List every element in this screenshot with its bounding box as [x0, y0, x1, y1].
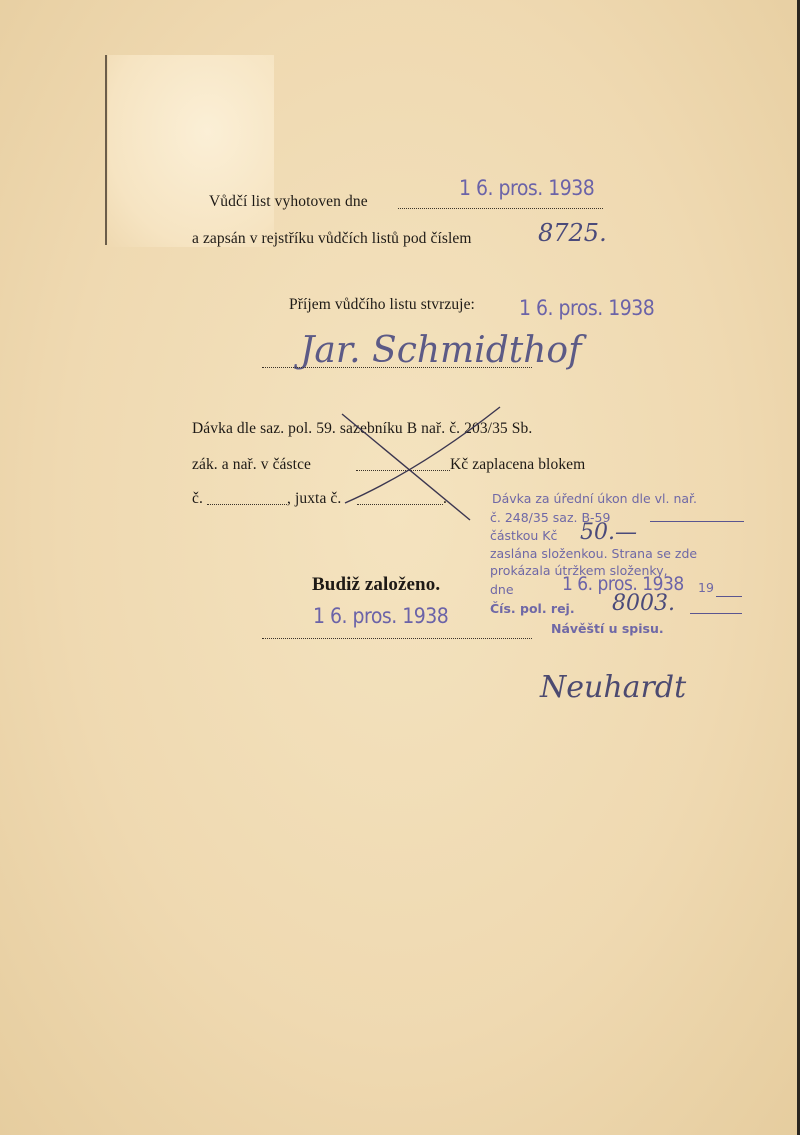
- fee-stamp-line-7-rule: [690, 613, 742, 614]
- filing-date-stamp: 1 6. pros. 1938: [313, 604, 449, 628]
- fee-stamp-amount: 50.—: [580, 520, 637, 545]
- fee-line-3-c: .: [443, 490, 447, 507]
- fee-stamp-line-7: Čís. pol. rej.: [490, 601, 575, 616]
- register-number: 8725.: [538, 219, 607, 247]
- fee-line-2-a: zák. a nař. v částce: [192, 456, 312, 473]
- fee-line-1: Dávka dle saz. pol. 59. sazebníku B nař. č. 203/35 Sb.: [192, 420, 533, 437]
- fee-stamp-line-6-rule: [716, 596, 742, 597]
- fee-stamp-line-2-rule: [650, 521, 744, 522]
- fee-stamp-reg-number: 8003.: [612, 591, 675, 616]
- register-label: a zapsán v rejstříku vůdčích listů pod číslem: [192, 230, 472, 247]
- fee-stamp-line-3: částkou Kč: [490, 528, 558, 543]
- fee-stamp-line-6: dne: [490, 582, 514, 597]
- fee-line-3-b: , juxta č.: [287, 490, 342, 507]
- receipt-date-stamp: 1 6. pros. 1938: [519, 296, 655, 320]
- fee-line-3-a: č.: [192, 490, 203, 507]
- issued-date-stamp: 1 6. pros. 1938: [459, 176, 595, 200]
- fee-stamp-year-suffix: 19: [698, 580, 714, 595]
- receipt-label: Příjem vůdčího listu stvrzuje:: [289, 296, 475, 313]
- receipt-signature: Jar. Schmidthof: [300, 330, 582, 371]
- fee-stamp-line-5: prokázala útržkem složenky,: [490, 563, 668, 578]
- fee-stamp-line-2: č. 248/35 saz. B-59: [490, 510, 611, 525]
- fee-stamp-date: 1 6. pros. 1938: [562, 573, 684, 595]
- filing-signature-line: [262, 638, 532, 639]
- official-signature: Neuhardt: [540, 670, 687, 705]
- filing-label: Budiž založeno.: [312, 574, 441, 595]
- fee-stamp-line-1: Dávka za úřední úkon dle vl. nař.: [492, 491, 698, 506]
- fee-stamp-line-4: zaslána složenkou. Strana se zde: [490, 546, 698, 561]
- issued-label: Vůdčí list vyhotoven dne: [209, 193, 368, 210]
- fee-line-2-b: Kč zaplacena blokem: [450, 456, 586, 473]
- fee-stamp-line-8: Návěští u spisu.: [551, 621, 664, 636]
